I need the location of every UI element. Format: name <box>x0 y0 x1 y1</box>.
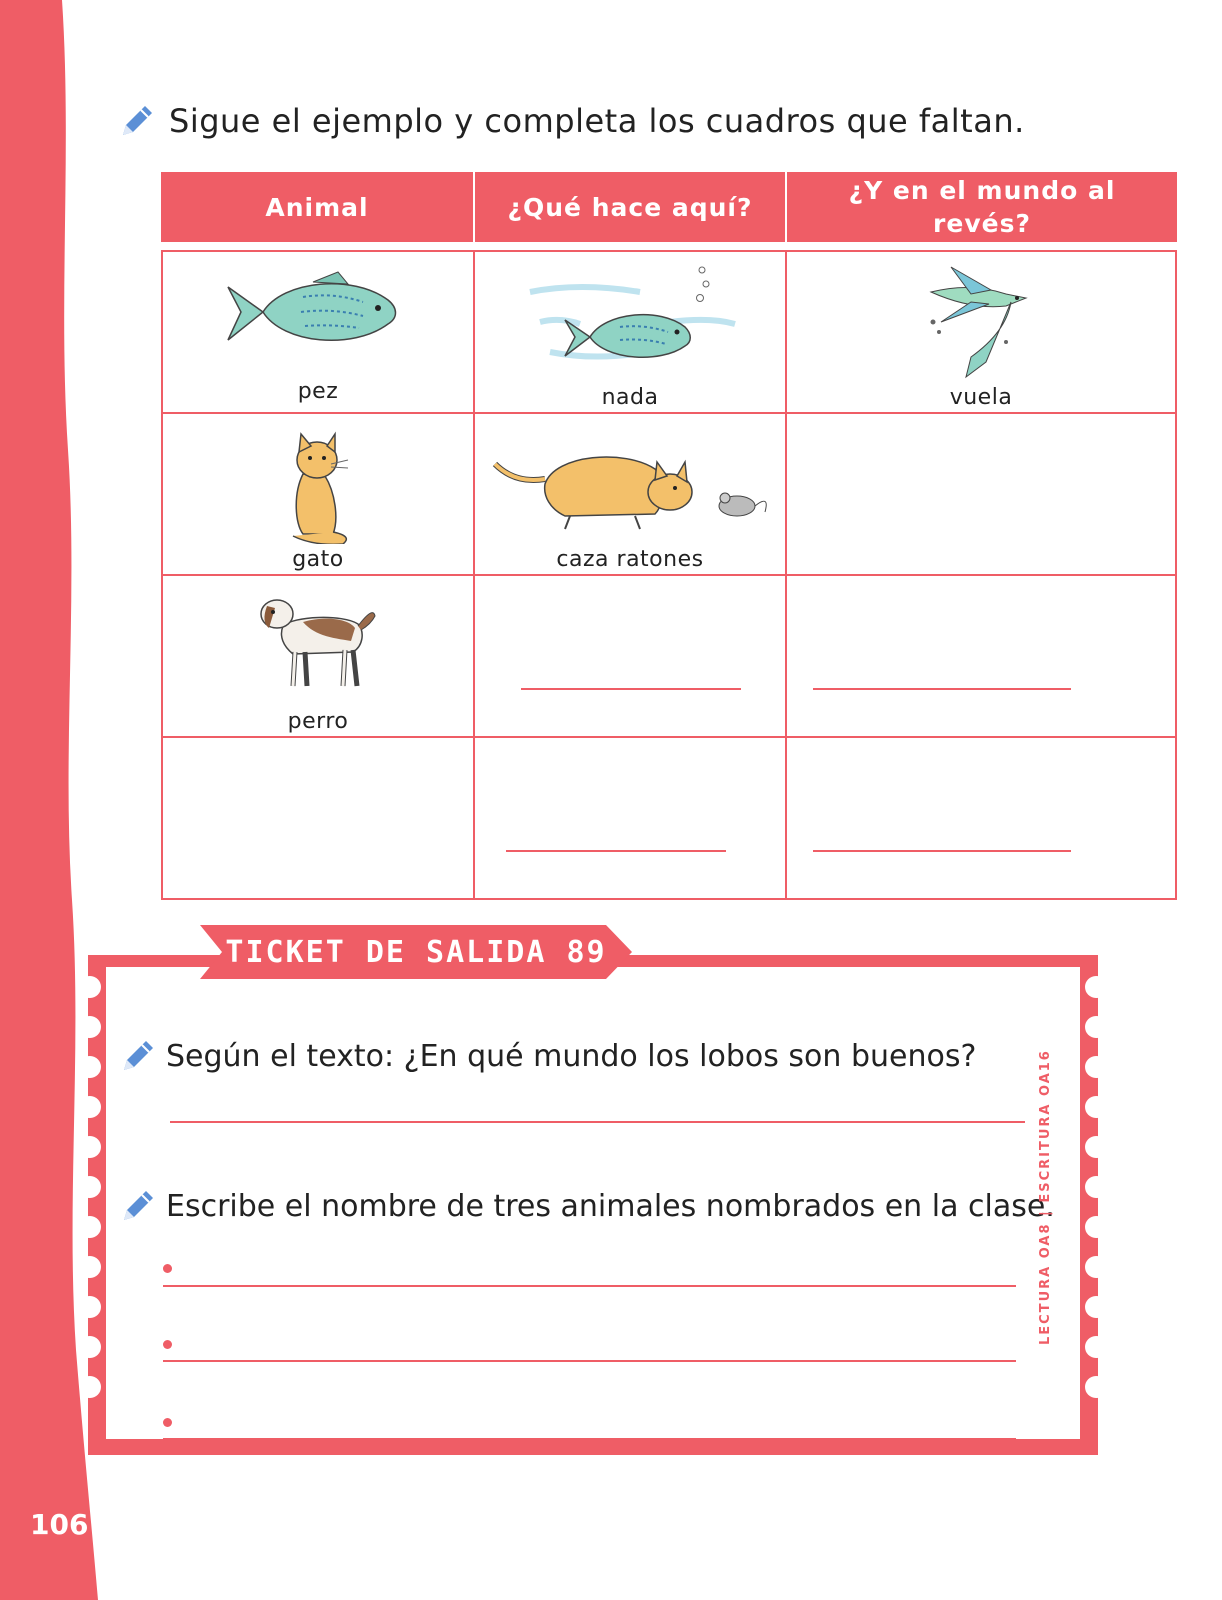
animal-label: perro <box>287 709 349 734</box>
header-animal: Animal <box>161 172 475 242</box>
table-header-row <box>161 172 1177 242</box>
answer-line-bullet-1[interactable] <box>163 1285 1016 1287</box>
animal-label: gato <box>292 547 344 572</box>
bullet-dot <box>163 1418 172 1427</box>
dog-image <box>253 586 383 696</box>
answer-line[interactable] <box>506 850 726 852</box>
table-row <box>161 576 1177 738</box>
ticket-title-banner <box>200 925 632 979</box>
ticket-question-2 <box>118 1182 1055 1230</box>
cell-action <box>475 414 787 576</box>
cell-reverse <box>787 250 1177 414</box>
cell-animal <box>161 414 475 576</box>
cell-animal <box>161 576 475 738</box>
cell-action <box>475 250 787 414</box>
answer-line-bullet-2[interactable] <box>163 1360 1016 1362</box>
pencil-icon <box>118 1186 158 1226</box>
cell-reverse <box>787 576 1177 738</box>
bullet-dot <box>163 1340 172 1349</box>
action-label: nada <box>601 385 659 410</box>
curriculum-side-label: LECTURA OA8 | ESCRITURA OA16 <box>1038 1049 1053 1345</box>
cell-animal[interactable] <box>161 738 475 900</box>
header-reverse-world: ¿Y en el mundo al revés? <box>787 172 1177 242</box>
activity-table <box>161 172 1177 900</box>
table-row <box>161 250 1177 414</box>
cell-action <box>475 576 787 738</box>
action-label: caza ratones <box>556 547 704 572</box>
cell-reverse <box>787 738 1177 900</box>
instruction-text: Sigue el ejemplo y completa los cuadros que faltan. <box>169 102 1025 140</box>
header-what-does: ¿Qué hace aquí? <box>475 172 787 242</box>
bullet-dot <box>163 1264 172 1273</box>
question-1-text: Según el texto: ¿En qué mundo los lobos son buenos? <box>166 1038 977 1074</box>
cell-action <box>475 738 787 900</box>
ticket-title: TICKET DE SALIDA 89 <box>225 934 607 970</box>
answer-line[interactable] <box>813 850 1071 852</box>
cell-animal <box>161 250 475 414</box>
page-number: 106 <box>30 1508 89 1541</box>
answer-line-bullet-3[interactable] <box>163 1438 1016 1440</box>
flying-fish-image <box>911 262 1051 382</box>
question-2-text: Escribe el nombre de tres animales nombrados en la clase. <box>166 1188 1055 1224</box>
animal-label: pez <box>297 379 339 404</box>
cell-reverse <box>787 414 1177 576</box>
cat-hunting-mouse-image <box>485 424 775 544</box>
answer-line[interactable] <box>813 688 1071 690</box>
table-row <box>161 738 1177 900</box>
cat-image <box>273 424 363 544</box>
reverse-label: vuela <box>949 385 1013 410</box>
answer-line[interactable] <box>521 688 741 690</box>
table-row <box>161 414 1177 576</box>
pencil-icon <box>117 101 157 141</box>
pencil-icon <box>118 1036 158 1076</box>
swimming-fish-image <box>520 262 740 392</box>
fish-image <box>223 262 413 362</box>
instruction <box>117 96 1025 146</box>
ticket-question-1 <box>118 1032 976 1080</box>
answer-line-1[interactable] <box>170 1121 1025 1123</box>
